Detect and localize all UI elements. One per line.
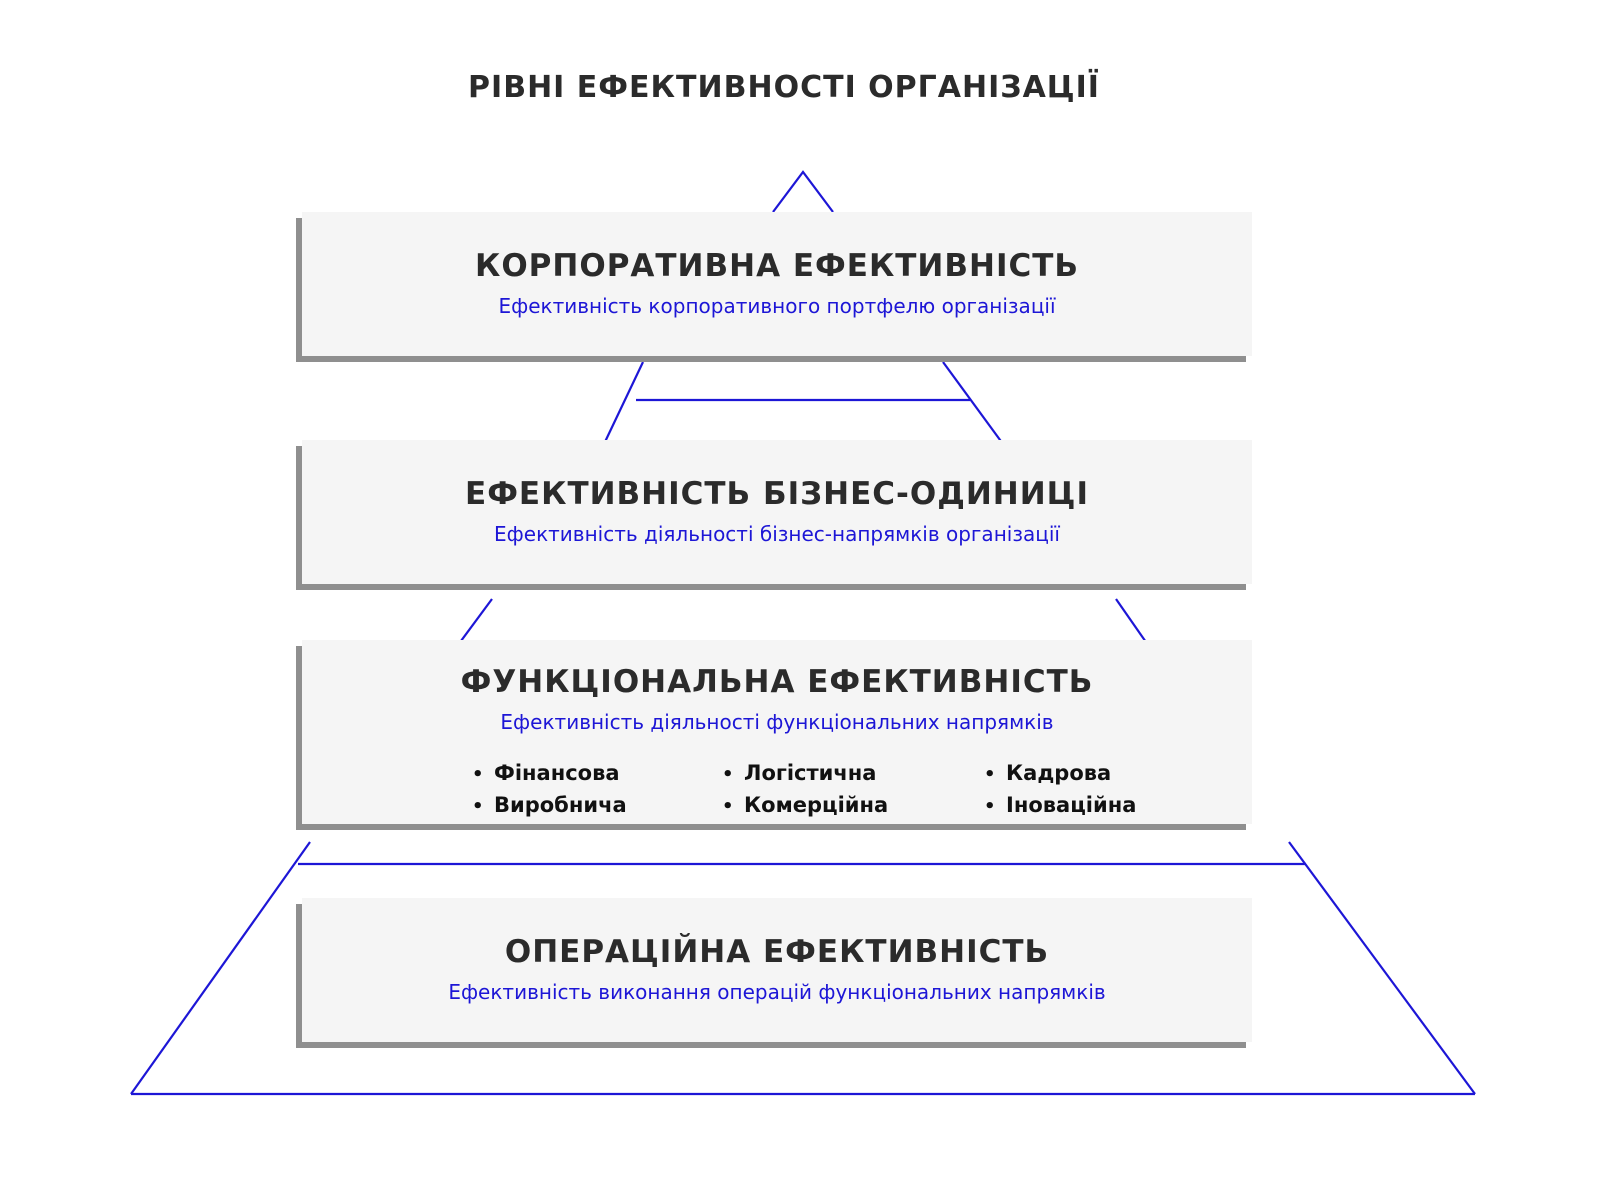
function-item: • Комерційна <box>722 790 888 822</box>
pyramid-edge-right-1 <box>943 362 1003 444</box>
bullet-icon: • <box>722 796 734 817</box>
pyramid-edge-right-2 <box>1116 599 1148 645</box>
level-subtitle: Ефективність виконання операцій функціональних напрямків <box>448 980 1106 1004</box>
function-item: • Іноваційна <box>984 790 1136 822</box>
level-business-unit <box>302 440 1252 584</box>
bullet-icon: • <box>472 764 484 785</box>
bullet-icon: • <box>984 764 996 785</box>
level-functional <box>302 640 1252 824</box>
pyramid-edge-left-3 <box>131 842 310 1094</box>
bullet-icon: • <box>722 764 734 785</box>
function-item: • Логістична <box>722 758 888 790</box>
level-subtitle: Ефективність діяльності функціональних напрямків <box>500 710 1054 734</box>
pyramid-edge-left-2 <box>458 599 492 645</box>
function-item: • Кадрова <box>984 758 1136 790</box>
function-item: • Виробнича <box>472 790 627 822</box>
function-item: • Фінансова <box>472 758 627 790</box>
bullet-icon: • <box>472 796 484 817</box>
level-title: КОРПОРАТИВНА ЕФЕКТИВНІСТЬ <box>474 248 1080 284</box>
bullet-icon: • <box>984 796 996 817</box>
level-title: ФУНКЦІОНАЛЬНА ЕФЕКТИВНІСТЬ <box>460 664 1094 700</box>
level-title: ЕФЕКТИВНІСТЬ БІЗНЕС-ОДИНИЦІ <box>465 476 1089 512</box>
level-title: ОПЕРАЦІЙНА ЕФЕКТИВНІСТЬ <box>504 934 1050 970</box>
level-operational <box>302 898 1252 1042</box>
level-subtitle: Ефективність корпоративного портфелю організації <box>498 294 1056 318</box>
function-list <box>302 758 1252 828</box>
level-subtitle: Ефективність діяльності бізнес-напрямків організації <box>494 522 1060 546</box>
pyramid-edge-left-1 <box>604 362 643 444</box>
level-corporate <box>302 212 1252 356</box>
pyramid-edge-right-3 <box>1289 842 1475 1094</box>
page-title: РІВНІ ЕФЕКТИВНОСТІ ОРГАНІЗАЦІЇ <box>468 70 1100 105</box>
function-column <box>722 758 888 822</box>
pyramid-tip <box>773 172 833 212</box>
function-column <box>472 758 627 822</box>
function-column <box>984 758 1136 822</box>
